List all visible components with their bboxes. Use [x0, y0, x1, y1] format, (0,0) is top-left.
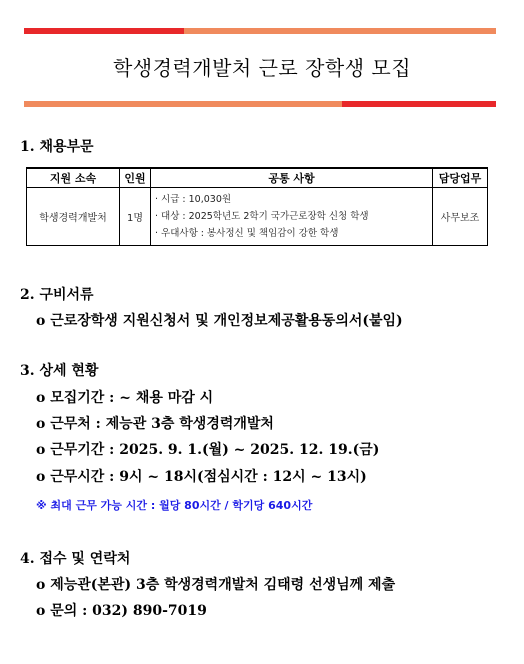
detail-work-hours: o 근무시간 : 9시 ~ 18시(점심시간 : 12시 ~ 13시)	[36, 469, 367, 485]
max-hours-note: ※ 최대 근무 가능 시간 : 월당 80시간 / 학기당 640시간	[36, 499, 313, 512]
detail-recruit-period: o 모집기간 : ~ 채용 마감 시	[36, 390, 214, 406]
contact-submit: o 제능관(본관) 3층 학생경력개발처 김태령 선생님께 제출	[36, 577, 396, 593]
top-decorative-bar	[24, 28, 496, 34]
detail-workplace: o 근무처 : 제능관 3층 학생경력개발처	[36, 416, 274, 432]
table-header-department: 지원 소속	[27, 168, 120, 188]
table-header-details: 공통 사항	[151, 168, 433, 188]
section-title-documents: 2. 구비서류	[20, 287, 94, 303]
detail-preference: · 우대사항 : 봉사정신 및 책임감이 강한 학생	[155, 228, 339, 239]
documents-item: o 근로장학생 지원신청서 및 개인정보제공활용동의서(붙임)	[36, 313, 403, 329]
page-title: 학생경력개발처 근로 장학생 모집	[112, 56, 412, 80]
section-title-recruitment: 1. 채용부문	[20, 139, 94, 155]
recruitment-table	[26, 167, 488, 246]
table-header-duty: 담당업무	[433, 168, 488, 188]
table-cell-department: 학생경력개발처	[27, 188, 120, 246]
table-cell-count: 1명	[120, 188, 151, 246]
detail-wage: · 시급 : 10,030원	[155, 194, 232, 205]
detail-work-period: o 근무기간 : 2025. 9. 1.(월) ~ 2025. 12. 19.(금)	[36, 442, 380, 458]
table-row	[27, 188, 488, 246]
detail-eligibility: · 대상 : 2025학년도 2학기 국가근로장학 신청 학생	[155, 211, 369, 222]
table-header-count: 인원	[120, 168, 151, 188]
table-cell-details	[151, 188, 433, 246]
contact-phone: o 문의 : 032) 890-7019	[36, 603, 207, 619]
section-title-contact: 4. 접수 및 연락처	[20, 551, 131, 567]
table-cell-duty: 사무보조	[433, 188, 488, 246]
title-underline-bar	[24, 101, 496, 107]
section-title-details: 3. 상세 현황	[20, 363, 99, 379]
table-header-row	[27, 168, 488, 188]
